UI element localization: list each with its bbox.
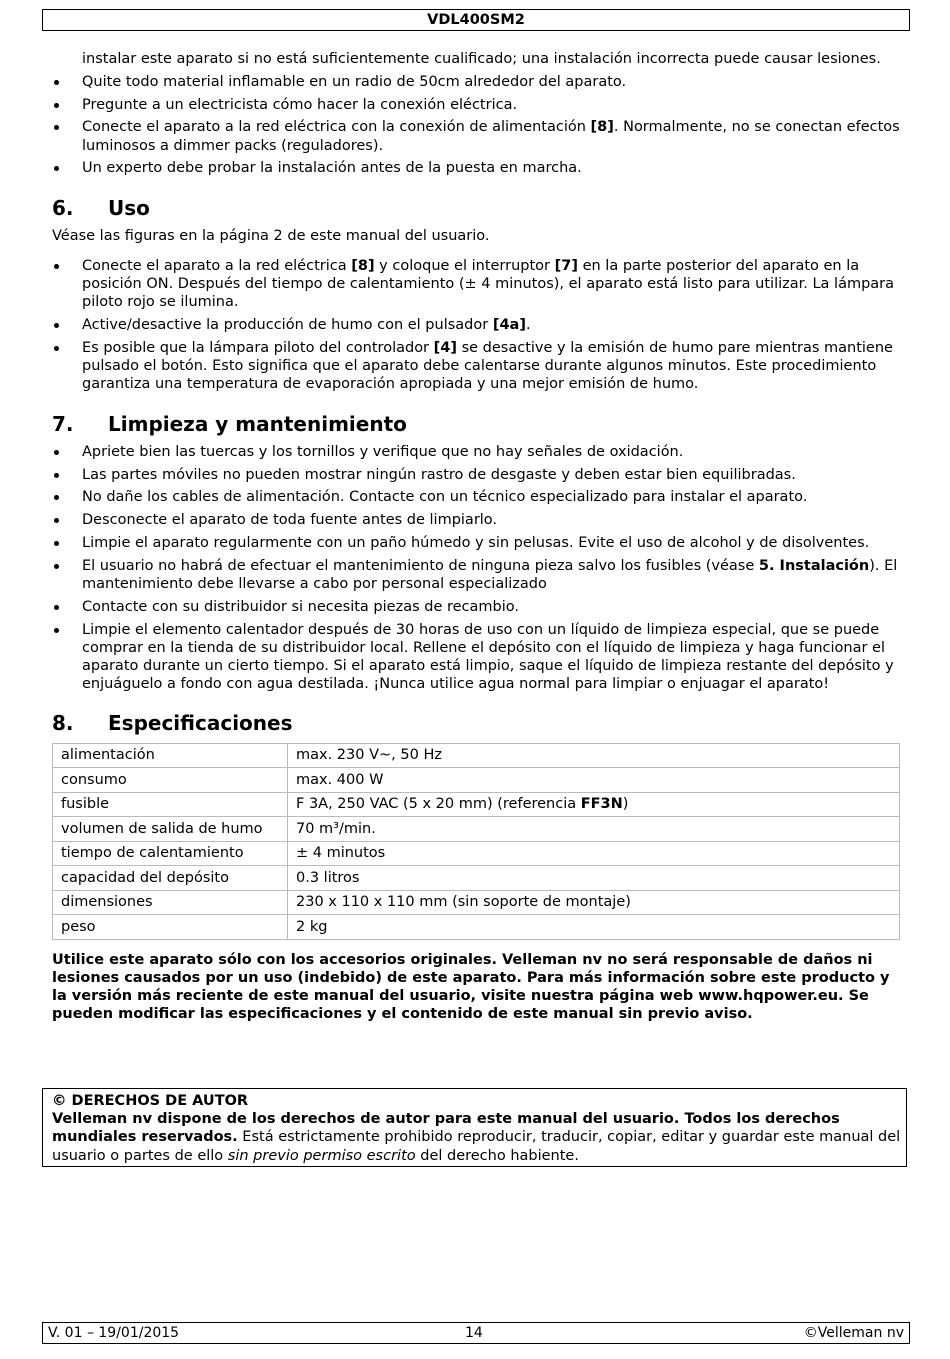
page-footer: [42, 1322, 910, 1344]
list-item: Conecte el aparato a la red eléctrica [8] y coloque el interruptor [7] en la parte posterior del aparato en la posición ON. Después del tiempo de calentamiento (± 4 minutos), el aparato está listo para utilizar. La lámpara piloto rojo se ilumina.: [52, 257, 902, 312]
version-label: V. 01 – 19/01/2015: [48, 1325, 180, 1341]
brand-label: ©Velleman nv: [803, 1325, 904, 1341]
copyright-title: © DERECHOS DE AUTOR: [52, 1093, 249, 1109]
table-row: fusible F 3A, 250 VAC (5 x 20 mm) (referencia FF3N): [53, 792, 900, 817]
list-item: Las partes móviles no pueden mostrar ningún rastro de desgaste y deben estar bien equilibradas.: [52, 466, 902, 484]
list-item: Pregunte a un electricista cómo hacer la conexión eléctrica.: [52, 96, 902, 114]
list-item: Limpie el elemento calentador después de 30 horas de uso con un líquido de limpieza especial, que se puede comprar en la tienda de su distribuidor local. Rellene el depósito con el líquido de limpieza y haga funcionar el aparato durante un cierto tiempo. Si el aparato está limpio, saque el líquido de limpieza restante del depósito y enjuáguelo a fondo con agua destilada. ¡Nunca utilice agua normal para limpiar o enjuagar el aparato!: [52, 621, 902, 694]
table-row: capacidad del depósito 0.3 litros: [53, 866, 900, 891]
warning-notice: Utilice este aparato sólo con los accesorios originales. Velleman nv no será responsable de daños ni lesiones causados por un uso (indebido) de este aparato. Para más información sobre este producto y la versión más reciente de este manual del usuario, visite nuestra página web www.hqpower.eu. Se pueden modificar las especificaciones y el contenido de este manual sin previo aviso.: [52, 951, 890, 1023]
document-body: [52, 50, 902, 1023]
table-row: peso 2 kg: [53, 915, 900, 940]
maintenance-list: [52, 443, 902, 694]
list-item: Un experto debe probar la instalación antes de la puesta en marcha.: [52, 159, 902, 177]
section-intro: Véase las figuras en la página 2 de este manual del usuario.: [52, 227, 490, 244]
list-item: Quite todo material inflamable en un radio de 50cm alrededor del aparato.: [52, 73, 902, 91]
list-item: Apriete bien las tuercas y los tornillos y verifique que no hay señales de oxidación.: [52, 443, 902, 461]
copyright-box: [42, 1088, 907, 1167]
section-heading: 8. Especificaciones: [52, 711, 293, 736]
table-row: volumen de salida de humo 70 m³/min.: [53, 817, 900, 842]
usage-list: [52, 257, 902, 394]
list-item: Desconecte el aparato de toda fuente antes de limpiarlo.: [52, 511, 902, 529]
table-row: tiempo de calentamiento ± 4 minutos: [53, 841, 900, 866]
page-number: 14: [465, 1325, 483, 1341]
page-header: VDL400SM2: [42, 9, 910, 31]
list-item: instalar este aparato si no está suficientemente cualificado; una instalación incorrecta puede causar lesiones.: [82, 51, 881, 67]
table-row: dimensiones 230 x 110 x 110 mm (sin soporte de montaje): [53, 890, 900, 915]
list-item: Es posible que la lámpara piloto del controlador [4] se desactive y la emisión de humo pare mientras mantiene pulsado el botón. Esto significa que el aparato debe calentarse durante algunos minutos. Este procedimiento garantiza una temperatura de evaporación apropiada y una mejor emisión de humo.: [52, 339, 902, 394]
list-item: No dañe los cables de alimentación. Contacte con un técnico especializado para instalar el aparato.: [52, 488, 902, 506]
list-item: Active/desactive la producción de humo con el pulsador [4a].: [52, 316, 902, 334]
list-item: El usuario no habrá de efectuar el mantenimiento de ninguna pieza salvo los fusibles (véase 5. Instalación). El mantenimiento debe llevarse a cabo por personal especializado: [52, 557, 902, 593]
intro-list: [52, 50, 902, 178]
section-heading: 7. Limpieza y mantenimiento: [52, 411, 407, 436]
spec-table: [52, 743, 900, 940]
list-item: Contacte con su distribuidor si necesita piezas de recambio.: [52, 598, 902, 616]
list-item: Conecte el aparato a la red eléctrica con la conexión de alimentación [8]. Normalmente, no se conectan efectos luminosos a dimmer packs (reguladores).: [52, 118, 902, 154]
list-item: Limpie el aparato regularmente con un paño húmedo y sin pelusas. Evite el uso de alcohol y de disolventes.: [52, 534, 902, 552]
copyright-text: Velleman nv dispone de los derechos de autor para este manual del usuario. Todos los derechos mundiales reservados. Está estrictamente prohibido reproducir, traducir, copiar, editar y guardar este manual del usuario o partes de ello sin previo permiso escrito del derecho habiente.: [52, 1111, 901, 1164]
section-heading: 6. Uso: [52, 195, 150, 220]
table-row: consumo max. 400 W: [53, 768, 900, 793]
table-row: alimentación max. 230 V~, 50 Hz: [53, 743, 900, 768]
